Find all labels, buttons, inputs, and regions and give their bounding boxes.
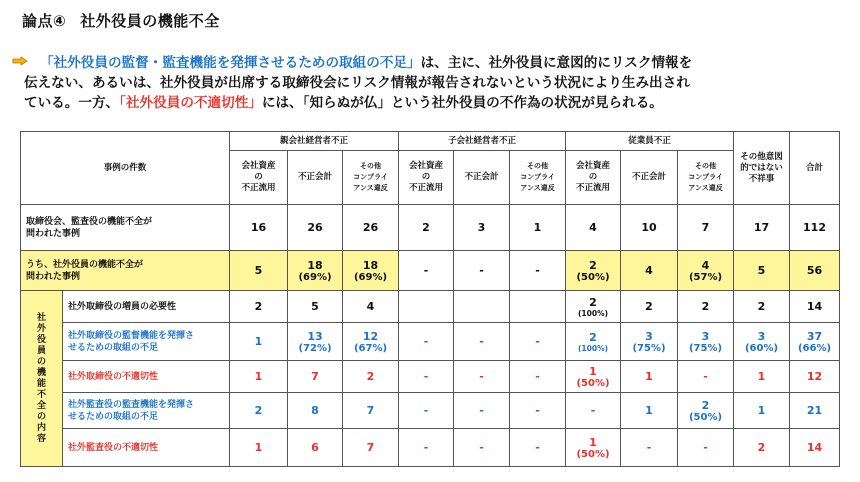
row-label: うち、社外役員の機能不全が 問われた事例	[21, 251, 230, 291]
subheader-accounting: 不正会計	[454, 151, 510, 205]
table-row	[21, 393, 840, 429]
table-cell: 1	[734, 393, 790, 429]
table-cell: 2	[734, 429, 790, 467]
group-emp: 従業員不正	[566, 132, 734, 151]
table-cell: 2	[230, 291, 288, 323]
table-cell	[454, 291, 510, 323]
table-cell: 8	[288, 393, 343, 429]
table-row	[21, 251, 840, 291]
table-cell: -	[454, 429, 510, 467]
table-cell: 1	[230, 323, 288, 361]
table-cell: 1	[230, 361, 288, 393]
cases-table	[20, 131, 840, 467]
table-cell: 2	[678, 291, 734, 323]
intro-line-3: ている。一方、「社外役員の不適切性」には、「知らぬが仏」という社外役員の不作為の状況が見られる。	[24, 95, 663, 111]
table-cell: 4 (57%)	[678, 251, 734, 291]
table-cell: 3 (75%)	[621, 323, 678, 361]
table-cell: -	[510, 251, 566, 291]
intro-paragraph	[12, 53, 852, 113]
table-cell: -	[678, 429, 734, 467]
table-cell	[399, 291, 454, 323]
title-prefix: 論点④	[22, 12, 67, 30]
table-cell: 56	[790, 251, 840, 291]
group-total: 合計	[790, 132, 840, 205]
table-cell: -	[621, 429, 678, 467]
table-cell: 2	[621, 291, 678, 323]
table-cell: 1	[734, 361, 790, 393]
table-cell: 1	[510, 205, 566, 251]
table-cell: 2 (100%)	[566, 291, 621, 323]
corner-header: 事例の件数	[21, 132, 230, 205]
table-cell: 1	[621, 361, 678, 393]
table-cell: 17	[734, 205, 790, 251]
group-parent: 親会社経営者不正	[230, 132, 399, 151]
table-cell: 112	[790, 205, 840, 251]
subheader-accounting: 不正会計	[288, 151, 343, 205]
table-cell: -	[399, 323, 454, 361]
table-cell: 26	[343, 205, 399, 251]
table-cell: -	[454, 323, 510, 361]
subheader-asset: 会社資産 の 不正流用	[399, 151, 454, 205]
table-cell: 37 (66%)	[790, 323, 840, 361]
table-cell: 18 (69%)	[288, 251, 343, 291]
row-label: 取締役会、監査役の機能不全が 問われた事例	[21, 205, 230, 251]
table-cell: -	[454, 361, 510, 393]
table-cell: 5	[230, 251, 288, 291]
row-label: 社外監査役の不適切性	[63, 429, 230, 467]
row-label: 社外取締役の増員の必要性	[63, 291, 230, 323]
table-cell: 4	[343, 291, 399, 323]
table-cell: 5	[734, 251, 790, 291]
table-cell	[510, 291, 566, 323]
table-row	[21, 291, 840, 323]
table-row	[21, 205, 840, 251]
intro-line-1: 「社外役員の監督・監査機能を発揮させるための取組の不足」は、主に、社外役員に意図的にリスク情報を	[40, 55, 693, 71]
table-cell: 2	[734, 291, 790, 323]
table-cell: 3	[454, 205, 510, 251]
table-row	[21, 361, 840, 393]
side-label: 社 外 役 員 の 機 能 不 全 の 内 容	[21, 291, 63, 467]
table-cell: -	[399, 361, 454, 393]
table-cell: -	[510, 361, 566, 393]
table-cell: 2 (100%)	[566, 323, 621, 361]
table-cell: 18 (69%)	[343, 251, 399, 291]
table-cell: 7	[678, 205, 734, 251]
table-cell: 7	[343, 429, 399, 467]
table-cell: 1	[230, 429, 288, 467]
table-cell: 12 (67%)	[343, 323, 399, 361]
table-row	[21, 429, 840, 467]
row-label: 社外監査役の監査機能を発揮さ せるための取組の不足	[63, 393, 230, 429]
table-cell: 7	[288, 361, 343, 393]
table-cell: -	[399, 429, 454, 467]
table-cell: 2	[230, 393, 288, 429]
subheader-asset: 会社資産 の 不正流用	[566, 151, 621, 205]
table-cell: -	[566, 393, 621, 429]
table-cell: 12	[790, 361, 840, 393]
table-cell: 26	[288, 205, 343, 251]
table-cell: 1 (50%)	[566, 429, 621, 467]
table-cell: 1 (50%)	[566, 361, 621, 393]
table-cell: 6	[288, 429, 343, 467]
table-cell: 4	[566, 205, 621, 251]
table-cell: 5	[288, 291, 343, 323]
table-cell: 3 (60%)	[734, 323, 790, 361]
pointing-hand-icon	[12, 55, 28, 67]
table-cell: -	[454, 251, 510, 291]
table-cell: 2 (50%)	[566, 251, 621, 291]
subheader-compliance: その他 コンプライ アンス違反	[343, 151, 399, 205]
table-cell: -	[678, 361, 734, 393]
group-sub: 子会社経営者不正	[399, 132, 566, 151]
table-cell: 13 (72%)	[288, 323, 343, 361]
table-cell: -	[399, 393, 454, 429]
table-cell: 7	[343, 393, 399, 429]
intro-line-2: 伝えない、あるいは、社外役員が出席する取締役会にリスク情報が報告されないという状況により生み出され	[24, 75, 690, 91]
page-title	[22, 10, 220, 31]
table-cell: 14	[790, 291, 840, 323]
group-other: その他意図 的ではない 不祥事	[734, 132, 790, 205]
table-cell: 2	[343, 361, 399, 393]
row-label: 社外取締役の不適切性	[63, 361, 230, 393]
table-cell: -	[399, 251, 454, 291]
table-cell: 2	[399, 205, 454, 251]
table-cell: 21	[790, 393, 840, 429]
table-cell: 16	[230, 205, 288, 251]
title-text: 社外役員の機能不全	[80, 12, 220, 30]
table-cell: 4	[621, 251, 678, 291]
row-label: 社外取締役の監督機能を発揮さ せるための取組の不足	[63, 323, 230, 361]
table-cell: 2 (50%)	[678, 393, 734, 429]
subheader-compliance: その他 コンプライ アンス違反	[510, 151, 566, 205]
table-cell: 1	[621, 393, 678, 429]
subheader-asset: 会社資産 の 不正流用	[230, 151, 288, 205]
table-cell: 14	[790, 429, 840, 467]
subheader-accounting: 不正会計	[621, 151, 678, 205]
table-cell: -	[510, 323, 566, 361]
subheader-compliance: その他 コンプライ アンス違反	[678, 151, 734, 205]
table-cell: -	[454, 393, 510, 429]
table-cell: 10	[621, 205, 678, 251]
table-row	[21, 323, 840, 361]
table-cell: -	[510, 429, 566, 467]
table-cell: -	[510, 393, 566, 429]
table-cell: 3 (75%)	[678, 323, 734, 361]
